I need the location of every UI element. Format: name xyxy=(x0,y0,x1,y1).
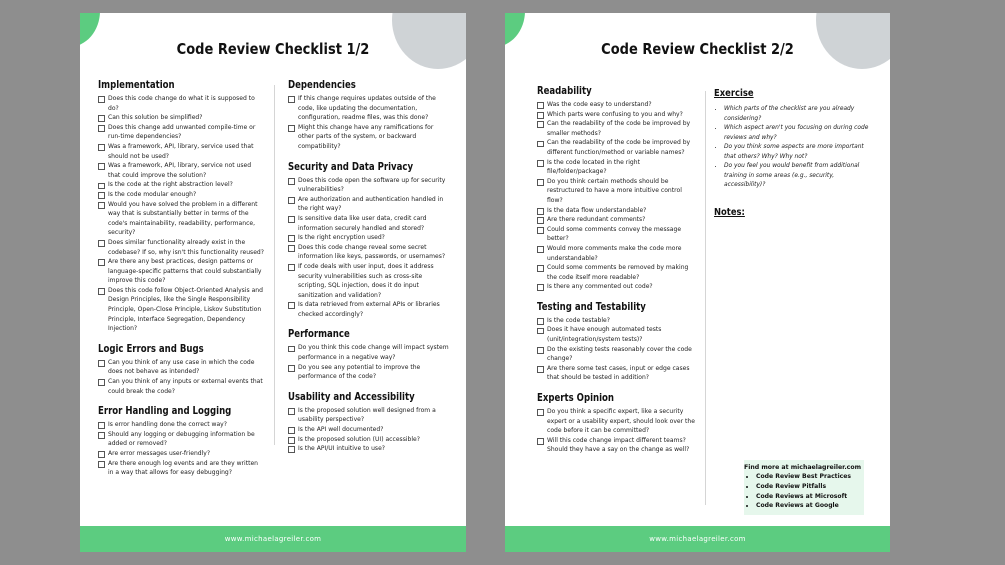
checklist-item[interactable]: Is the code located in the right file/folder/package? xyxy=(537,158,695,177)
page-footer: www.michaelagreiler.com xyxy=(505,526,890,552)
find-more-links xyxy=(744,472,864,511)
right-column xyxy=(288,80,450,464)
checklist-item[interactable]: Is the right encryption used? xyxy=(288,233,450,243)
checklist-item[interactable]: Does this code open the software up for security vulnerabilities? xyxy=(288,176,450,195)
checklist-item[interactable]: Could some comments be removed by making the code itself more readable? xyxy=(537,263,695,282)
checklist-item[interactable]: Do the existing tests reasonably cover the code change? xyxy=(537,345,695,364)
checklist xyxy=(288,94,450,152)
checklist-item[interactable]: Are there redundant comments? xyxy=(537,215,695,225)
checklist-item[interactable]: Was a framework, API, library, service used that should not be used? xyxy=(98,142,264,161)
find-more-link[interactable]: • Code Review Best Practices xyxy=(756,472,864,482)
exercise-item: • Which aspect aren't you focusing on during code reviews and why? xyxy=(724,124,874,143)
checklist-item[interactable]: If code deals with user input, does it address security vulnerabilities such as cross-site scripting, SQL injection, does it do input sanitization and validation? xyxy=(288,262,450,300)
find-more-link[interactable]: • Code Review Pitfalls xyxy=(756,482,864,492)
checklist-item[interactable]: Does this change add unwanted compile-time or run-time dependencies? xyxy=(98,123,264,142)
section-heading: Error Handling and Logging xyxy=(98,406,232,418)
section-heading: Implementation xyxy=(98,80,175,91)
section-heading: Dependencies xyxy=(288,80,356,91)
checklist-item[interactable]: Are there some test cases, input or edge cases that should be tested in addition? xyxy=(537,364,695,383)
checklist-item[interactable]: Might this change have any ramifications for other parts of the system, or backward compatibility? xyxy=(288,123,450,152)
checklist-item[interactable]: Does this code change reveal some secret information like keys, passwords, or usernames? xyxy=(288,243,450,262)
section-logic-errors-and-bugs xyxy=(98,344,264,396)
checklist-item[interactable]: Would you have solved the problem in a different way that is substantially better in terms of the code's maintainability, readability, performance, security? xyxy=(98,200,264,238)
find-more-box xyxy=(744,460,864,515)
checklist-item[interactable]: Is the API/UI intuitive to use? xyxy=(288,444,450,454)
checklist-item[interactable]: Is the API well documented? xyxy=(288,425,450,435)
checklist-item[interactable]: Is data retrieved from external APIs or libraries checked accordingly? xyxy=(288,300,450,319)
checklist-item[interactable]: Which parts were confusing to you and why? xyxy=(537,110,695,120)
checklist xyxy=(537,100,695,292)
checklist-item[interactable]: Do you think certain methods should be restructured to have a more intuitive control flow? xyxy=(537,177,695,206)
checklist xyxy=(98,94,264,334)
checklist-item[interactable]: Can you think of any use case in which the code does not behave as intended? xyxy=(98,358,264,377)
checklist-item[interactable]: Could some comments convey the message better? xyxy=(537,225,695,244)
section-heading: Experts Opinion xyxy=(537,393,615,405)
find-more-heading: Find more at michaelagreiler.com xyxy=(744,464,862,471)
page-title: Code Review Checklist 1/2 xyxy=(176,40,370,58)
checklist xyxy=(537,407,695,455)
checklist-item[interactable]: Can this solution be simplified? xyxy=(98,113,264,123)
checklist xyxy=(98,420,264,478)
checklist-item[interactable]: Is the proposed solution (UI) accessible? xyxy=(288,435,450,445)
checklist-item[interactable]: Is there any commented out code? xyxy=(537,282,695,292)
checklist xyxy=(288,343,450,381)
find-more-link[interactable]: • Code Reviews at Google xyxy=(756,501,864,511)
checklist-item[interactable]: Does this code follow Object-Oriented Analysis and Design Principles, like the Single Responsibility Principle, Open-Close Principle, Liskov Substitution Principle, Interface Segregation, Dependency Injection? xyxy=(98,286,264,334)
section-experts-opinion xyxy=(537,393,695,455)
section-error-handling-and-logging xyxy=(98,406,264,478)
checklist-item[interactable]: Do you think a specific expert, like a security expert or a usability expert, should look over the code before it can be committed? xyxy=(537,407,695,436)
checklist-item[interactable]: If this change requires updates outside of the code, like updating the documentation, configuration, readme files, was this done? xyxy=(288,94,450,123)
left-column xyxy=(537,86,695,465)
section-heading: Security and Data Privacy xyxy=(288,161,414,173)
checklist-item[interactable]: Does it have enough automated tests (unit/integration/system tests)? xyxy=(537,325,695,344)
exercise-item: • Do you feel you would benefit from additional training in some areas (e.g., security, accessibility)? xyxy=(724,162,874,191)
page-title: Code Review Checklist 2/2 xyxy=(601,40,794,58)
section-heading: Testing and Testability xyxy=(537,301,646,313)
checklist-item[interactable]: Do you see any potential to improve the performance of the code? xyxy=(288,363,450,382)
checklist-item[interactable]: Should any logging or debugging information be added or removed? xyxy=(98,430,264,449)
section-dependencies xyxy=(288,80,450,152)
exercise-item: • Which parts of the checklist are you already considering? xyxy=(724,105,874,124)
section-testing-and-testability xyxy=(537,302,695,383)
corner-decoration-green xyxy=(505,13,525,47)
checklist xyxy=(537,316,695,383)
checklist-item[interactable]: Is the code testable? xyxy=(537,316,695,326)
left-column xyxy=(98,80,264,488)
exercise-list xyxy=(714,105,874,191)
checklist-item[interactable]: Is sensitive data like user data, credit card information securely handled and stored? xyxy=(288,214,450,233)
section-performance xyxy=(288,329,450,381)
notes-heading: Notes: xyxy=(714,206,745,218)
checklist-page-2 xyxy=(505,13,890,552)
checklist xyxy=(98,358,264,396)
section-readability xyxy=(537,86,695,292)
checklist-item[interactable]: Is the data flow understandable? xyxy=(537,206,695,216)
section-heading: Readability xyxy=(537,86,592,97)
exercise-item: • Do you think some aspects are more important that others? Why? Why not? xyxy=(724,143,874,162)
checklist-item[interactable]: Can the readability of the code be improved by smaller methods? xyxy=(537,119,695,138)
checklist-item[interactable]: Can you think of any inputs or external events that could break the code? xyxy=(98,377,264,396)
section-security-and-data-privacy xyxy=(288,162,450,320)
checklist-item[interactable]: Does this code change do what it is supposed to do? xyxy=(98,94,264,113)
column-divider xyxy=(705,91,706,505)
checklist-item[interactable]: Was a framework, API, library, service not used that could improve the solution? xyxy=(98,161,264,180)
corner-decoration-green xyxy=(80,13,100,47)
section-heading: Logic Errors and Bugs xyxy=(98,343,204,355)
section-heading: Usability and Accessibility xyxy=(288,391,415,403)
checklist-page-1 xyxy=(80,13,466,552)
checklist-item[interactable]: Would more comments make the code more understandable? xyxy=(537,244,695,263)
exercise-column xyxy=(714,88,874,218)
checklist-item[interactable]: Are authorization and authentication handled in the right way? xyxy=(288,195,450,214)
checklist-item[interactable]: Are there enough log events and are they written in a way that allows for easy debugging? xyxy=(98,459,264,478)
find-more-link[interactable]: • Code Reviews at Microsoft xyxy=(756,492,864,502)
exercise-heading: Exercise xyxy=(714,88,754,99)
checklist-item[interactable]: Is the code at the right abstraction level? xyxy=(98,180,264,190)
checklist-item[interactable]: Is error handling done the correct way? xyxy=(98,420,264,430)
checklist-item[interactable]: Does similar functionality already exist in the codebase? If so, why isn't this functionality reused? xyxy=(98,238,264,257)
checklist xyxy=(288,176,450,320)
checklist-item[interactable]: Is the proposed solution well designed from a usability perspective? xyxy=(288,406,450,425)
checklist-item[interactable]: Was the code easy to understand? xyxy=(537,100,695,110)
section-implementation xyxy=(98,80,264,334)
checklist xyxy=(288,406,450,454)
checklist-item[interactable]: Do you think this code change will impact system performance in a negative way? xyxy=(288,343,450,362)
checklist-item[interactable]: Can the readability of the code be improved by different function/method or variable names? xyxy=(537,138,695,157)
column-divider xyxy=(274,85,275,445)
section-usability-and-accessibility xyxy=(288,392,450,454)
checklist-item[interactable]: Will this code change impact different teams? Should they have a say on the change as well? xyxy=(537,436,695,455)
section-heading: Performance xyxy=(288,329,350,341)
checklist-item[interactable]: Is the code modular enough? xyxy=(98,190,264,200)
checklist-item[interactable]: Are error messages user-friendly? xyxy=(98,449,264,459)
checklist-item[interactable]: Are there any best practices, design patterns or language-specific patterns that could substantially improve this code? xyxy=(98,257,264,286)
page-footer: www.michaelagreiler.com xyxy=(80,526,466,552)
